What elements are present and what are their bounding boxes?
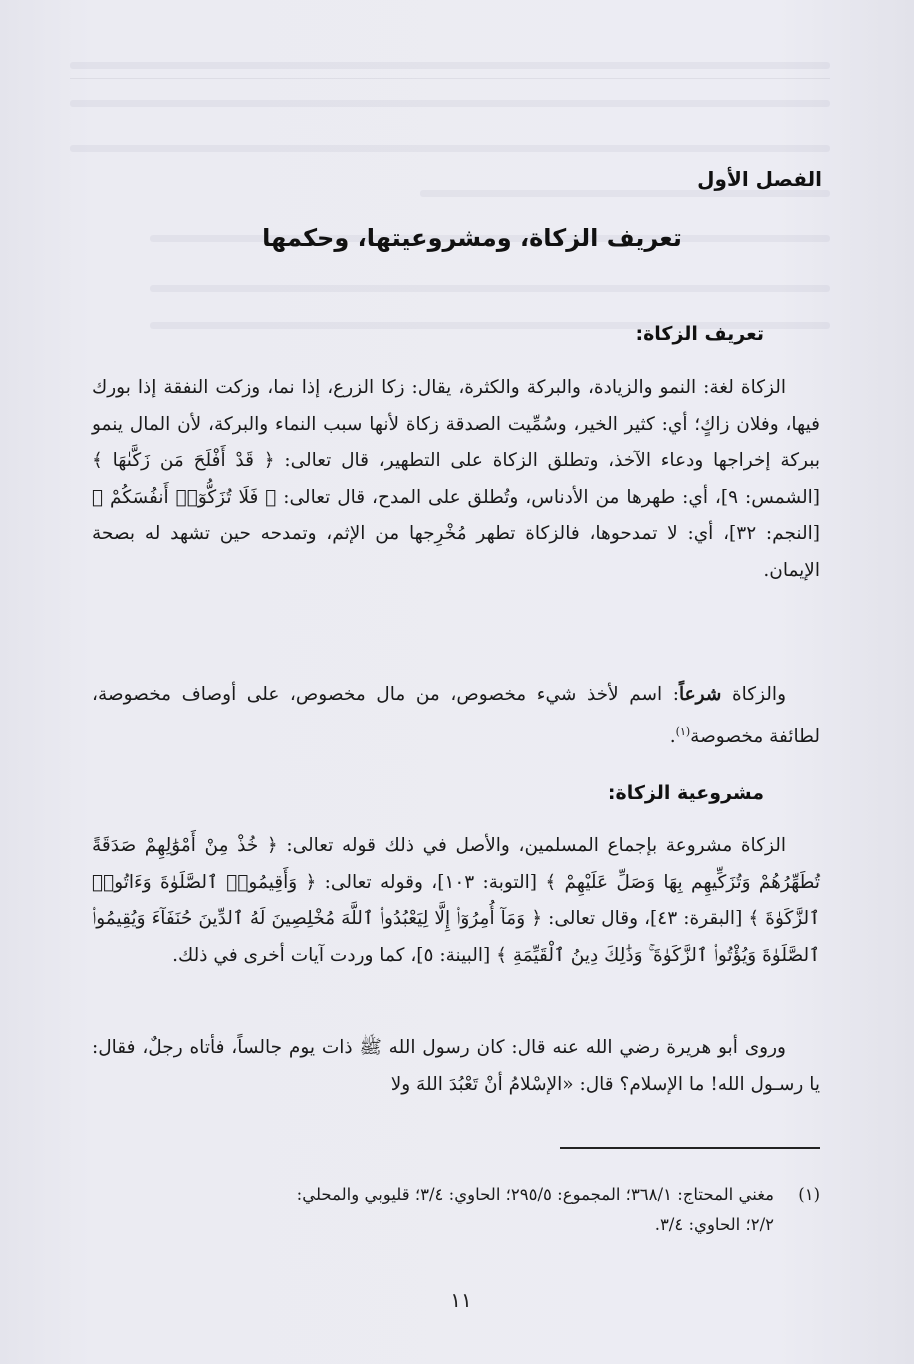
chapter-label: الفصل الأول xyxy=(697,167,822,191)
page-number: ١١ xyxy=(450,1288,472,1312)
footnote-line-1 xyxy=(92,1180,820,1210)
footnote-line-2: ٢/٢؛ الحاوي: ٣/٤. xyxy=(654,1215,774,1234)
chapter-title: تعريف الزكاة، ومشروعيتها، وحكمها xyxy=(262,224,682,252)
paragraph-text: وروى أبو هريرة رضي الله عنه قال: كان رسول الله ﷺ ذات يوم جالساً، فأتاه رجلٌ، فقال: يا رسـول الله! ما الإسلام؟ قال: «الإسْلامُ أنْ تَعْبُدَ اللهَ ولا xyxy=(92,1037,820,1095)
section-heading-legitimacy: مشروعية الزكاة: xyxy=(607,782,764,804)
footnote-separator xyxy=(560,1147,820,1149)
footnote xyxy=(92,1180,820,1240)
footnote-text: مغني المحتاج: ٣٦٨/١؛ المجموع: ٢٩٥/٥؛ الحاوي: ٣/٤؛ قليوبي والمحلي: xyxy=(296,1185,774,1204)
paragraph-tail: . xyxy=(669,725,676,747)
paragraph-text: الزكاة لغة: النمو والزيادة، والبركة والكثرة، يقال: زكا الزرع، إذا نما، وزكت النفقة إذا بورك فيها، وفلان زاكٍ؛ أي: كثير الخير، وسُمِّيت الصدقة زكاة لأنها سبب النماء والبركة، لأن المال ينمو ببركة إخراجها ودعاء الآخذ، وتطلق الزكاة على التطهير، قال تعالى: ﴿ قَدْ أَفْلَحَ مَن زَكَّىٰهَا ﴾ [الشمس: ٩]، أي: طهرها من الأدناس، وتُطلق على المدح، قال تعالى: ﴿ فَلَا تُزَكُّوٓا۟ أَنفُسَكُمْ ﴾ [النجم: ٣٢]، أي: لا تمدحوها، فالزكاة تطهر مُخْرِجها من الإثم، وتمدحه حين تشهد له بصحة الإيمان. xyxy=(92,377,820,581)
bleed-through-line xyxy=(150,285,830,292)
bleed-through-line xyxy=(70,100,830,107)
paragraph-legal-definition xyxy=(92,677,820,755)
paragraph-lead: والزكاة xyxy=(721,684,786,705)
paragraph-linguistic-definition xyxy=(92,370,820,589)
footnote-reference[interactable]: (١) xyxy=(675,724,691,738)
paragraph-text: الزكاة مشروعة بإجماع المسلمين، والأصل في ذلك قوله تعالى: ﴿ خُذْ مِنْ أَمْوَٰلِهِمْ صَدَقَةً تُطَهِّرُهُمْ وَتُزَكِّيهِم بِهَا وَصَلِّ عَلَيْهِمْ ﴾ [التوبة: ١٠٣]، وقوله تعالى: ﴿ وَأَقِيمُوا۟ ٱلصَّلَوٰةَ وَءَاتُوا۟ ٱلزَّكَوٰةَ ﴾ [البقرة: ٤٣]، وقال تعالى: ﴿ وَمَآ أُمِرُوٓا۟ إِلَّا لِيَعْبُدُوا۟ ٱللَّهَ مُخْلِصِينَ لَهُ ٱلدِّينَ حُنَفَآءَ وَيُقِيمُوا۟ ٱلصَّلَوٰةَ وَيُؤْتُوا۟ ٱلزَّكَوٰةَ ۚ وَذَٰلِكَ دِينُ ٱلْقَيِّمَةِ ﴾ [البينة: ٥]، كما وردت آيات أخرى في ذلك. xyxy=(92,835,821,966)
paragraph-text: : اسم لأخذ شيء مخصوص، من مال مخصوص، على أوصاف مخصوصة، لطائفة مخصوصة xyxy=(92,684,820,747)
bleed-through-line xyxy=(420,190,830,197)
term-shar-an: شرعاً xyxy=(678,684,722,705)
bleed-through-line xyxy=(70,62,830,69)
section-heading-definition: تعريف الزكاة: xyxy=(635,323,764,345)
paragraph-legitimacy-evidence xyxy=(92,828,820,974)
footnote-number: (١) xyxy=(798,1185,820,1204)
bleed-through-rule xyxy=(70,78,830,79)
bleed-through-line xyxy=(70,145,830,152)
paragraph-hadith xyxy=(92,1030,820,1103)
